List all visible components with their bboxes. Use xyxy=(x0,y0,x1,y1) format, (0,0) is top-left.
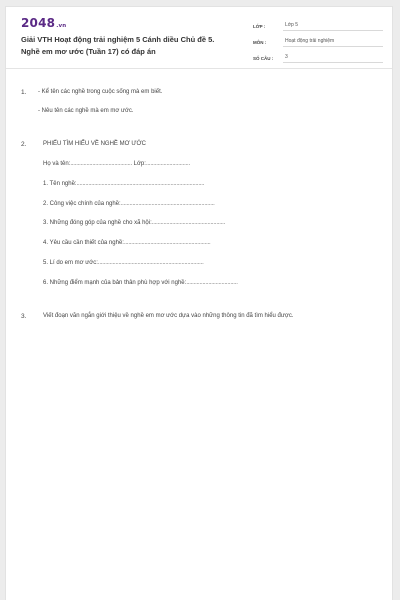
meta-key-question-count: SỐ CÂU : xyxy=(253,56,274,61)
meta-row-class xyxy=(253,17,383,31)
form-name-label: Họ và tên: xyxy=(43,161,71,167)
meta-key-subject: MÔN : xyxy=(253,40,267,45)
form-item-6-label: 6. Những điểm mạnh của bản thân phù hợp với nghề: xyxy=(43,280,187,286)
form-name-row xyxy=(43,161,190,167)
document-page xyxy=(5,6,393,600)
meta-row-question-count xyxy=(253,49,383,63)
meta-value-subject: Hoạt động trải nghiệm xyxy=(283,38,383,47)
question-1-line-2: - Nêu tên các nghề mà em mơ ước. xyxy=(38,108,134,114)
document-title xyxy=(21,34,241,57)
question-2-number: 2. xyxy=(21,141,27,148)
question-3-number: 3. xyxy=(21,313,27,320)
document-title-line-2: Nghề em mơ ước (Tuần 17) có đáp án xyxy=(21,46,156,56)
meta-key-class: LỚP : xyxy=(253,24,266,29)
meta-value-question-count: 3 xyxy=(283,54,383,63)
form-item-2 xyxy=(43,201,215,207)
question-1-line-1: - Kể tên các nghề trong cuộc sống mà em biết. xyxy=(38,89,163,95)
logo-main: 2048 xyxy=(21,16,56,30)
form-item-6-blank[interactable]: ................................... xyxy=(186,280,238,286)
site-logo[interactable] xyxy=(21,16,66,30)
logo-suffix: .vn xyxy=(56,23,67,29)
form-item-3 xyxy=(43,220,225,226)
form-item-1 xyxy=(43,181,204,187)
form-class-label: Lớp: xyxy=(131,161,146,167)
question-2-heading: PHIẾU TÌM HIỂU VỀ NGHỀ MƠ ƯỚC xyxy=(43,141,146,147)
form-item-6 xyxy=(43,280,238,286)
meta-value-class: Lớp 5 xyxy=(283,22,383,31)
question-1-number: 1. xyxy=(21,89,27,96)
form-item-4 xyxy=(43,240,211,246)
form-item-1-blank[interactable]: ....................................................................................... xyxy=(76,181,205,187)
document-meta xyxy=(253,17,383,65)
meta-row-subject xyxy=(253,33,383,47)
document-title-line-1: Giải VTH Hoạt động trải nghiệm 5 Cánh diều Chủ đề 5. xyxy=(21,35,215,44)
form-item-4-blank[interactable]: ........................................................... xyxy=(123,240,211,246)
form-item-1-label: 1. Tên nghề: xyxy=(43,181,77,187)
form-item-5 xyxy=(43,260,204,266)
form-item-3-label: 3. Những đóng góp của nghề cho xã hội: xyxy=(43,220,152,226)
question-3-text: Viết đoạn văn ngắn giới thiệu về nghề em mơ ước dựa vào những thông tin đã tìm hiểu được. xyxy=(43,313,294,319)
document-header xyxy=(6,7,392,69)
form-item-2-label: 2. Công việc chính của nghề: xyxy=(43,201,121,207)
form-item-5-label: 5. Lí do em mơ ước: xyxy=(43,260,98,266)
form-item-5-blank[interactable]: ........................................................................ xyxy=(97,260,204,266)
form-item-2-blank[interactable]: ................................................................ xyxy=(120,201,215,207)
form-class-blank[interactable]: .............................. xyxy=(145,161,190,167)
form-name-blank[interactable]: .......................................... xyxy=(70,161,132,167)
form-item-3-blank[interactable]: .................................................. xyxy=(151,220,226,226)
form-item-4-label: 4. Yêu cầu cần thiết của nghề: xyxy=(43,240,124,246)
